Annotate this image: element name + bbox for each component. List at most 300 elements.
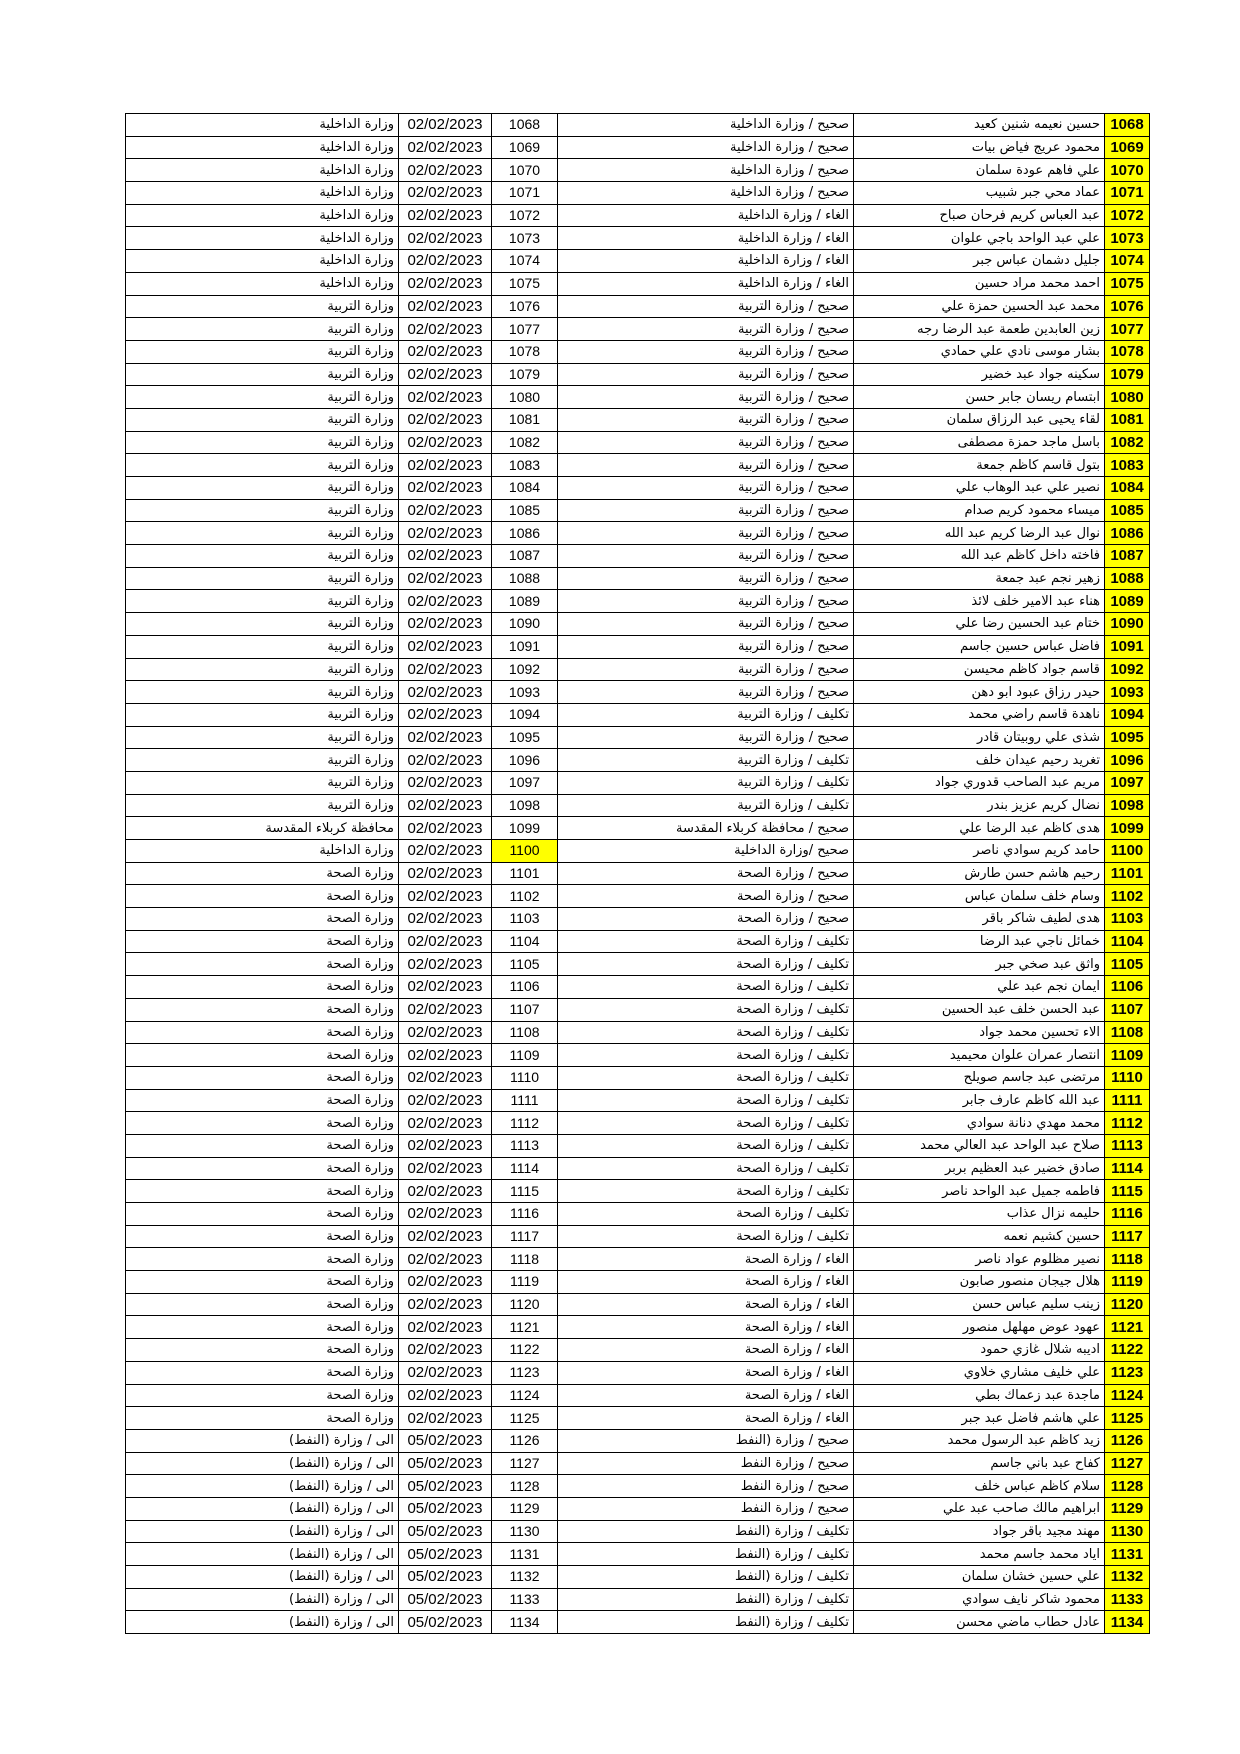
date-cell: 05/02/2023 — [399, 1429, 492, 1452]
status-cell: تكليف / وزارة الصحة — [558, 1203, 854, 1226]
destination-cell: وزارة الصحة — [126, 885, 399, 908]
destination-cell: وزارة الصحة — [126, 1271, 399, 1294]
serial-number-cell: 1114 — [1105, 1157, 1150, 1180]
table-row — [126, 1157, 1150, 1180]
name-cell: حسين كشيم نعمه — [854, 1225, 1105, 1248]
date-cell: 02/02/2023 — [399, 976, 492, 999]
reference-number-cell: 1129 — [492, 1497, 558, 1520]
name-cell: ناهدة قاسم راضي محمد — [854, 703, 1105, 726]
serial-number-cell: 1068 — [1105, 114, 1150, 137]
reference-number-cell: 1111 — [492, 1089, 558, 1112]
name-cell: مهند مجيد باقر جواد — [854, 1520, 1105, 1543]
destination-cell: وزارة التربية — [126, 431, 399, 454]
serial-number-cell: 1093 — [1105, 681, 1150, 704]
reference-number-cell: 1090 — [492, 613, 558, 636]
status-cell: صحيح / وزارة التربية — [558, 431, 854, 454]
name-cell: بتول قاسم كاظم جمعة — [854, 454, 1105, 477]
destination-cell: وزارة الصحة — [126, 1112, 399, 1135]
serial-number-cell: 1101 — [1105, 862, 1150, 885]
status-cell: الغاء / وزارة الصحة — [558, 1384, 854, 1407]
reference-number-cell: 1122 — [492, 1339, 558, 1362]
status-cell: الغاء / وزارة الصحة — [558, 1248, 854, 1271]
name-cell: ماجدة عبد زعماك بطي — [854, 1384, 1105, 1407]
status-cell: صحيح / وزارة التربية — [558, 635, 854, 658]
name-cell: ميساء محمود كريم صدام — [854, 499, 1105, 522]
reference-number-cell: 1088 — [492, 567, 558, 590]
serial-number-cell: 1094 — [1105, 703, 1150, 726]
status-cell: الغاء / وزارة الصحة — [558, 1361, 854, 1384]
name-cell: علي حسين خشان سلمان — [854, 1566, 1105, 1589]
destination-cell: وزارة الصحة — [126, 1180, 399, 1203]
serial-number-cell: 1123 — [1105, 1361, 1150, 1384]
status-cell: صحيح / وزارة التربية — [558, 567, 854, 590]
destination-cell: وزارة الصحة — [126, 930, 399, 953]
serial-number-cell: 1110 — [1105, 1066, 1150, 1089]
destination-cell: وزارة الصحة — [126, 862, 399, 885]
name-cell: ايمان نجم عبد علي — [854, 976, 1105, 999]
destination-cell: وزارة الداخلية — [126, 136, 399, 159]
destination-cell: وزارة الصحة — [126, 1316, 399, 1339]
serial-number-cell: 1075 — [1105, 272, 1150, 295]
date-cell: 02/02/2023 — [399, 840, 492, 863]
destination-cell: وزارة التربية — [126, 771, 399, 794]
date-cell: 02/02/2023 — [399, 1044, 492, 1067]
destination-cell: وزارة التربية — [126, 703, 399, 726]
serial-number-cell: 1081 — [1105, 408, 1150, 431]
serial-number-cell: 1102 — [1105, 885, 1150, 908]
date-cell: 02/02/2023 — [399, 159, 492, 182]
name-cell: سلام كاظم عباس خلف — [854, 1475, 1105, 1498]
destination-cell: وزارة التربية — [126, 681, 399, 704]
serial-number-cell: 1092 — [1105, 658, 1150, 681]
table-row — [126, 1429, 1150, 1452]
status-cell: تكليف / وزارة الصحة — [558, 1180, 854, 1203]
table-row — [126, 1316, 1150, 1339]
table-row — [126, 295, 1150, 318]
reference-number-cell: 1103 — [492, 908, 558, 931]
date-cell: 02/02/2023 — [399, 658, 492, 681]
reference-number-cell: 1089 — [492, 590, 558, 613]
reference-number-cell: 1102 — [492, 885, 558, 908]
reference-number-cell: 1085 — [492, 499, 558, 522]
serial-number-cell: 1117 — [1105, 1225, 1150, 1248]
table-row — [126, 1339, 1150, 1362]
destination-cell: وزارة الداخلية — [126, 250, 399, 273]
status-cell: صحيح / وزارة النفط — [558, 1475, 854, 1498]
table-row — [126, 817, 1150, 840]
name-cell: هدى لطيف شاكر باقر — [854, 908, 1105, 931]
table-row — [126, 1180, 1150, 1203]
status-cell: صحيح / وزارة الداخلية — [558, 159, 854, 182]
reference-number-cell: 1114 — [492, 1157, 558, 1180]
reference-number-cell: 1079 — [492, 363, 558, 386]
serial-number-cell: 1070 — [1105, 159, 1150, 182]
status-cell: صحيح / وزارة التربية — [558, 658, 854, 681]
status-cell: صحيح / وزارة التربية — [558, 454, 854, 477]
name-cell: عبد الله كاظم عارف جابر — [854, 1089, 1105, 1112]
status-cell: صحيح / وزارة الداخلية — [558, 136, 854, 159]
name-cell: بشار موسى نادي علي حمادي — [854, 340, 1105, 363]
date-cell: 05/02/2023 — [399, 1520, 492, 1543]
name-cell: زيد كاظم عبد الرسول محمد — [854, 1429, 1105, 1452]
date-cell: 02/02/2023 — [399, 1112, 492, 1135]
destination-cell: وزارة الصحة — [126, 1361, 399, 1384]
status-cell: صحيح / وزارة النفط — [558, 1497, 854, 1520]
date-cell: 02/02/2023 — [399, 295, 492, 318]
date-cell: 02/02/2023 — [399, 272, 492, 295]
serial-number-cell: 1097 — [1105, 771, 1150, 794]
serial-number-cell: 1105 — [1105, 953, 1150, 976]
reference-number-cell: 1080 — [492, 386, 558, 409]
name-cell: رحيم هاشم حسن طارش — [854, 862, 1105, 885]
status-cell: الغاء / وزارة الداخلية — [558, 227, 854, 250]
serial-number-cell: 1087 — [1105, 545, 1150, 568]
reference-number-cell: 1070 — [492, 159, 558, 182]
reference-number-cell: 1106 — [492, 976, 558, 999]
serial-number-cell: 1072 — [1105, 204, 1150, 227]
table-row — [126, 204, 1150, 227]
date-cell: 02/02/2023 — [399, 1361, 492, 1384]
table-row — [126, 114, 1150, 137]
destination-cell: الى / وزارة (النفط) — [126, 1429, 399, 1452]
destination-cell: وزارة التربية — [126, 386, 399, 409]
name-cell: محمد مهدي دنانة سوادي — [854, 1112, 1105, 1135]
name-cell: علي هاشم فاضل عبد جبر — [854, 1407, 1105, 1430]
serial-number-cell: 1103 — [1105, 908, 1150, 931]
date-cell: 02/02/2023 — [399, 794, 492, 817]
destination-cell: الى / وزارة (النفط) — [126, 1588, 399, 1611]
serial-number-cell: 1074 — [1105, 250, 1150, 273]
date-cell: 02/02/2023 — [399, 885, 492, 908]
serial-number-cell: 1091 — [1105, 635, 1150, 658]
table-row — [126, 227, 1150, 250]
serial-number-cell: 1086 — [1105, 522, 1150, 545]
name-cell: عهود عوض مهلهل منصور — [854, 1316, 1105, 1339]
destination-cell: وزارة الصحة — [126, 908, 399, 931]
serial-number-cell: 1116 — [1105, 1203, 1150, 1226]
date-cell: 02/02/2023 — [399, 998, 492, 1021]
date-cell: 02/02/2023 — [399, 1248, 492, 1271]
table-row — [126, 182, 1150, 205]
table-row — [126, 363, 1150, 386]
status-cell: تكليف / وزارة الصحة — [558, 1066, 854, 1089]
name-cell: هناء عبد الامير خلف لائذ — [854, 590, 1105, 613]
table-row — [126, 1112, 1150, 1135]
name-cell: عماد محي جبر شبيب — [854, 182, 1105, 205]
reference-number-cell: 1119 — [492, 1271, 558, 1294]
date-cell: 02/02/2023 — [399, 136, 492, 159]
reference-number-cell: 1068 — [492, 114, 558, 137]
table-row — [126, 159, 1150, 182]
table-row — [126, 681, 1150, 704]
destination-cell: وزارة الصحة — [126, 998, 399, 1021]
date-cell: 02/02/2023 — [399, 363, 492, 386]
reference-number-cell: 1100 — [492, 840, 558, 863]
serial-number-cell: 1084 — [1105, 477, 1150, 500]
reference-number-cell: 1117 — [492, 1225, 558, 1248]
table-row — [126, 998, 1150, 1021]
serial-number-cell: 1107 — [1105, 998, 1150, 1021]
status-cell: تكليف / وزارة الصحة — [558, 1225, 854, 1248]
table-row — [126, 1475, 1150, 1498]
name-cell: زينب سليم عباس حسن — [854, 1293, 1105, 1316]
destination-cell: وزارة الداخلية — [126, 840, 399, 863]
reference-number-cell: 1096 — [492, 749, 558, 772]
serial-number-cell: 1132 — [1105, 1566, 1150, 1589]
table-row — [126, 1021, 1150, 1044]
date-cell: 02/02/2023 — [399, 182, 492, 205]
date-cell: 02/02/2023 — [399, 1203, 492, 1226]
date-cell: 02/02/2023 — [399, 908, 492, 931]
status-cell: صحيح / وزارة التربية — [558, 295, 854, 318]
status-cell: الغاء / وزارة الصحة — [558, 1339, 854, 1362]
reference-number-cell: 1116 — [492, 1203, 558, 1226]
name-cell: احمد محمد مراد حسين — [854, 272, 1105, 295]
date-cell: 02/02/2023 — [399, 1066, 492, 1089]
destination-cell: وزارة الصحة — [126, 1203, 399, 1226]
name-cell: اديبه شلال غازي حمود — [854, 1339, 1105, 1362]
name-cell: علي فاهم عودة سلمان — [854, 159, 1105, 182]
serial-number-cell: 1119 — [1105, 1271, 1150, 1294]
name-cell: الاء تحسين محمد جواد — [854, 1021, 1105, 1044]
status-cell: صحيح / وزارة الداخلية — [558, 114, 854, 137]
status-cell: الغاء / وزارة الصحة — [558, 1271, 854, 1294]
table-row — [126, 726, 1150, 749]
serial-number-cell: 1077 — [1105, 318, 1150, 341]
reference-number-cell: 1126 — [492, 1429, 558, 1452]
destination-cell: وزارة الصحة — [126, 976, 399, 999]
name-cell: حليمه نزال عذاب — [854, 1203, 1105, 1226]
name-cell: تغريد رحيم عيدان خلف — [854, 749, 1105, 772]
table-row — [126, 1066, 1150, 1089]
records-table — [125, 113, 1150, 1634]
destination-cell: وزارة التربية — [126, 567, 399, 590]
status-cell: صحيح /وزارة الداخلية — [558, 840, 854, 863]
destination-cell: وزارة الصحة — [126, 1384, 399, 1407]
date-cell: 02/02/2023 — [399, 771, 492, 794]
destination-cell: وزارة التربية — [126, 545, 399, 568]
destination-cell: وزارة التربية — [126, 613, 399, 636]
table-row — [126, 1452, 1150, 1475]
status-cell: صحيح / وزارة التربية — [558, 408, 854, 431]
status-cell: الغاء / وزارة الداخلية — [558, 204, 854, 227]
status-cell: صحيح / وزارة النفط — [558, 1452, 854, 1475]
name-cell: صادق خضير عبد العظيم بربر — [854, 1157, 1105, 1180]
table-row — [126, 1271, 1150, 1294]
serial-number-cell: 1113 — [1105, 1134, 1150, 1157]
status-cell: تكليف / وزارة (النفط — [558, 1566, 854, 1589]
reference-number-cell: 1120 — [492, 1293, 558, 1316]
name-cell: ختام عبد الحسين رضا علي — [854, 613, 1105, 636]
destination-cell: محافظة كربلاء المقدسة — [126, 817, 399, 840]
status-cell: صحيح / وزارة التربية — [558, 590, 854, 613]
date-cell: 02/02/2023 — [399, 1089, 492, 1112]
name-cell: محمود عريج فياض بيات — [854, 136, 1105, 159]
name-cell: نصير علي عبد الوهاب علي — [854, 477, 1105, 500]
serial-number-cell: 1131 — [1105, 1543, 1150, 1566]
date-cell: 02/02/2023 — [399, 1134, 492, 1157]
table-row — [126, 477, 1150, 500]
status-cell: تكليف / وزارة الصحة — [558, 930, 854, 953]
status-cell: صحيح / وزارة التربية — [558, 340, 854, 363]
reference-number-cell: 1118 — [492, 1248, 558, 1271]
status-cell: صحيح / وزارة التربية — [558, 477, 854, 500]
table-row — [126, 771, 1150, 794]
table-row — [126, 136, 1150, 159]
name-cell: واثق عبد صخي جبر — [854, 953, 1105, 976]
status-cell: تكليف / وزارة الصحة — [558, 1089, 854, 1112]
date-cell: 02/02/2023 — [399, 1157, 492, 1180]
destination-cell: وزارة الصحة — [126, 1293, 399, 1316]
serial-number-cell: 1124 — [1105, 1384, 1150, 1407]
name-cell: ابراهيم مالك صاحب عبد علي — [854, 1497, 1105, 1520]
destination-cell: وزارة التربية — [126, 658, 399, 681]
date-cell: 02/02/2023 — [399, 227, 492, 250]
reference-number-cell: 1078 — [492, 340, 558, 363]
date-cell: 05/02/2023 — [399, 1475, 492, 1498]
name-cell: وسام خلف سلمان عباس — [854, 885, 1105, 908]
destination-cell: وزارة الداخلية — [126, 272, 399, 295]
name-cell: عبد العباس كريم فرحان صباح — [854, 204, 1105, 227]
name-cell: انتصار عمران علوان محيميد — [854, 1044, 1105, 1067]
reference-number-cell: 1091 — [492, 635, 558, 658]
reference-number-cell: 1128 — [492, 1475, 558, 1498]
name-cell: نصير مظلوم عواد ناصر — [854, 1248, 1105, 1271]
destination-cell: وزارة التربية — [126, 794, 399, 817]
destination-cell: وزارة التربية — [126, 522, 399, 545]
destination-cell: وزارة الداخلية — [126, 182, 399, 205]
reference-number-cell: 1099 — [492, 817, 558, 840]
status-cell: الغاء / وزارة الصحة — [558, 1316, 854, 1339]
name-cell: محمود شاكر نايف سوادي — [854, 1588, 1105, 1611]
status-cell: صحيح / محافظة كربلاء المقدسة — [558, 817, 854, 840]
table-row — [126, 862, 1150, 885]
table-row — [126, 590, 1150, 613]
date-cell: 02/02/2023 — [399, 1271, 492, 1294]
table-row — [126, 499, 1150, 522]
status-cell: تكليف / وزارة التربية — [558, 771, 854, 794]
destination-cell: وزارة التربية — [126, 477, 399, 500]
date-cell: 05/02/2023 — [399, 1611, 492, 1634]
serial-number-cell: 1122 — [1105, 1339, 1150, 1362]
date-cell: 02/02/2023 — [399, 1407, 492, 1430]
reference-number-cell: 1071 — [492, 182, 558, 205]
serial-number-cell: 1128 — [1105, 1475, 1150, 1498]
date-cell: 02/02/2023 — [399, 318, 492, 341]
serial-number-cell: 1080 — [1105, 386, 1150, 409]
date-cell: 02/02/2023 — [399, 431, 492, 454]
serial-number-cell: 1121 — [1105, 1316, 1150, 1339]
serial-number-cell: 1129 — [1105, 1497, 1150, 1520]
destination-cell: الى / وزارة (النفط) — [126, 1566, 399, 1589]
table-row — [126, 1248, 1150, 1271]
serial-number-cell: 1112 — [1105, 1112, 1150, 1135]
table-row — [126, 1520, 1150, 1543]
serial-number-cell: 1089 — [1105, 590, 1150, 613]
serial-number-cell: 1090 — [1105, 613, 1150, 636]
serial-number-cell: 1115 — [1105, 1180, 1150, 1203]
status-cell: صحيح / وزارة التربية — [558, 499, 854, 522]
reference-number-cell: 1093 — [492, 681, 558, 704]
status-cell: تكليف / وزارة الصحة — [558, 1044, 854, 1067]
reference-number-cell: 1082 — [492, 431, 558, 454]
table-row — [126, 635, 1150, 658]
status-cell: صحيح / وزارة التربية — [558, 363, 854, 386]
name-cell: نوال عبد الرضا كريم عبد الله — [854, 522, 1105, 545]
date-cell: 02/02/2023 — [399, 817, 492, 840]
reference-number-cell: 1074 — [492, 250, 558, 273]
date-cell: 02/02/2023 — [399, 1180, 492, 1203]
date-cell: 05/02/2023 — [399, 1452, 492, 1475]
records-table-body — [126, 114, 1150, 1634]
serial-number-cell: 1098 — [1105, 794, 1150, 817]
serial-number-cell: 1088 — [1105, 567, 1150, 590]
status-cell: تكليف / وزارة التربية — [558, 794, 854, 817]
reference-number-cell: 1104 — [492, 930, 558, 953]
reference-number-cell: 1130 — [492, 1520, 558, 1543]
date-cell: 02/02/2023 — [399, 613, 492, 636]
reference-number-cell: 1107 — [492, 998, 558, 1021]
table-row — [126, 1203, 1150, 1226]
destination-cell: الى / وزارة (النفط) — [126, 1611, 399, 1634]
table-row — [126, 1588, 1150, 1611]
name-cell: فاضل عباس حسين جاسم — [854, 635, 1105, 658]
table-row — [126, 1611, 1150, 1634]
reference-number-cell: 1109 — [492, 1044, 558, 1067]
date-cell: 02/02/2023 — [399, 250, 492, 273]
date-cell: 02/02/2023 — [399, 635, 492, 658]
date-cell: 02/02/2023 — [399, 862, 492, 885]
date-cell: 02/02/2023 — [399, 386, 492, 409]
status-cell: صحيح / وزارة الصحة — [558, 885, 854, 908]
reference-number-cell: 1083 — [492, 454, 558, 477]
reference-number-cell: 1075 — [492, 272, 558, 295]
reference-number-cell: 1113 — [492, 1134, 558, 1157]
name-cell: زهير نجم عبد جمعة — [854, 567, 1105, 590]
name-cell: خمائل ناجي عبد الرضا — [854, 930, 1105, 953]
status-cell: الغاء / وزارة الصحة — [558, 1407, 854, 1430]
reference-number-cell: 1097 — [492, 771, 558, 794]
destination-cell: وزارة الصحة — [126, 1407, 399, 1430]
serial-number-cell: 1108 — [1105, 1021, 1150, 1044]
table-row — [126, 340, 1150, 363]
date-cell: 02/02/2023 — [399, 204, 492, 227]
destination-cell: وزارة الصحة — [126, 1044, 399, 1067]
status-cell: تكليف / وزارة (النفط — [558, 1611, 854, 1634]
reference-number-cell: 1115 — [492, 1180, 558, 1203]
reference-number-cell: 1121 — [492, 1316, 558, 1339]
name-cell: مريم عبد الصاحب قدوري جواد — [854, 771, 1105, 794]
status-cell: صحيح / وزارة التربية — [558, 681, 854, 704]
reference-number-cell: 1092 — [492, 658, 558, 681]
destination-cell: وزارة الصحة — [126, 953, 399, 976]
destination-cell: الى / وزارة (النفط) — [126, 1475, 399, 1498]
reference-number-cell: 1133 — [492, 1588, 558, 1611]
destination-cell: وزارة التربية — [126, 590, 399, 613]
reference-number-cell: 1105 — [492, 953, 558, 976]
table-row — [126, 1407, 1150, 1430]
table-row — [126, 1044, 1150, 1067]
reference-number-cell: 1131 — [492, 1543, 558, 1566]
destination-cell: وزارة الصحة — [126, 1066, 399, 1089]
name-cell: قاسم جواد كاظم محيسن — [854, 658, 1105, 681]
destination-cell: وزارة الصحة — [126, 1248, 399, 1271]
date-cell: 05/02/2023 — [399, 1497, 492, 1520]
table-row — [126, 318, 1150, 341]
status-cell: صحيح / وزارة التربية — [558, 726, 854, 749]
destination-cell: الى / وزارة (النفط) — [126, 1520, 399, 1543]
name-cell: كفاح عبد باني جاسم — [854, 1452, 1105, 1475]
